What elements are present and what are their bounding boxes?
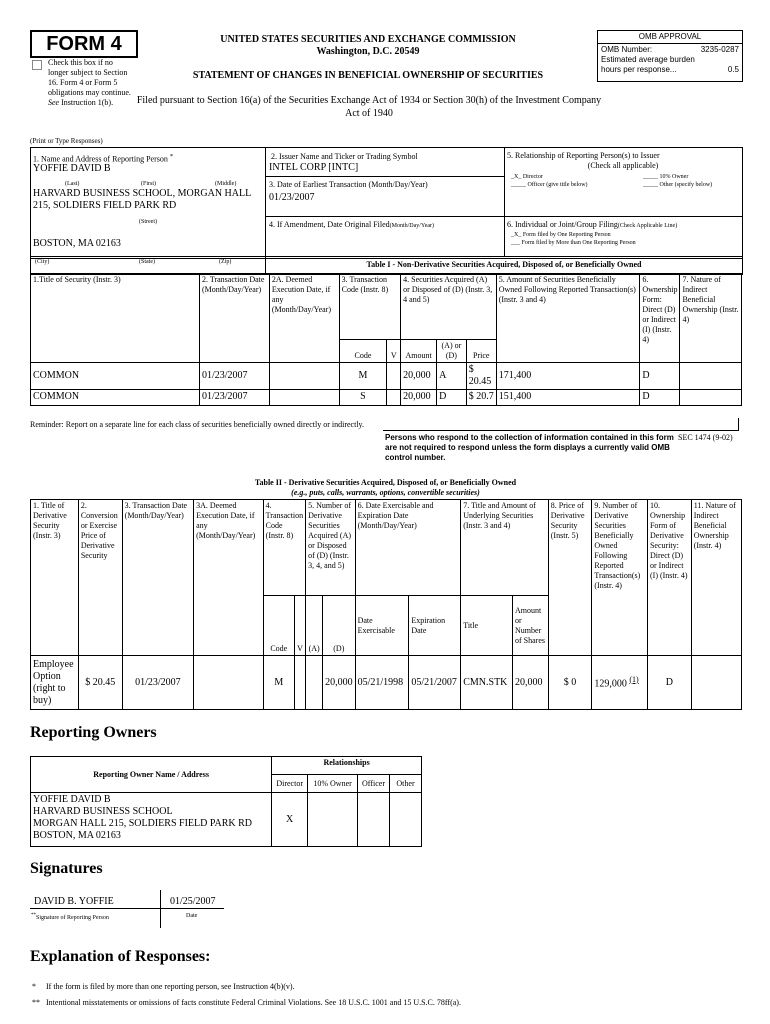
omb-title: OMB APPROVAL xyxy=(598,31,742,44)
t2-h2: 2. Conversion or Exercise Price of Derivative Security xyxy=(78,500,122,656)
filed-pursuant: Filed pursuant to Section 16(a) of the Securities Exchange Act of 1934 or Section 30(h) of the Investment Company Act of 1940 xyxy=(136,95,602,119)
owner-addr3: BOSTON, MA 02163 xyxy=(33,830,121,841)
omb-hours-label: hours per response... xyxy=(601,65,677,74)
table1-title: Table I - Non-Derivative Securities Acquired, Disposed of, or Beneficially Owned xyxy=(366,260,642,269)
name-label: 1. Name and Address of Reporting Person * xyxy=(33,153,174,164)
t1-h1: 1.Title of Security (Instr. 3) xyxy=(31,274,200,363)
earliest-date: 01/23/2007 xyxy=(269,192,315,203)
t1-r1-date: 01/23/2007 xyxy=(199,390,269,406)
date-label: Date xyxy=(186,913,198,919)
t2-r-nature xyxy=(691,656,741,710)
agency-city: Washington, D.C. 20549 xyxy=(316,46,420,57)
t2-r-und-title: CMN.STK xyxy=(461,656,513,710)
owners-officer: Officer xyxy=(358,775,390,793)
t2-r-a xyxy=(306,656,323,710)
explanation-note-1: * If the form is filed by more than one reporting person, see Instruction 4(b)(v). xyxy=(32,982,295,991)
relationship-sub: (Check all applicable) xyxy=(587,161,659,170)
zip-label: (Zip) xyxy=(219,259,232,265)
t2-title: Title xyxy=(461,596,513,656)
owners-other: Other xyxy=(390,775,422,793)
table2-subtitle: (e.g., puts, calls, warrants, options, convertible securities) xyxy=(291,488,480,497)
t2-r-price: $ 0 xyxy=(548,656,592,710)
reporting-address: HARVARD BUSINESS SCHOOL, MORGAN HALL 215, SOLDIERS FIELD PARK RD xyxy=(33,188,251,211)
t1-r1-price: $ 20.7 xyxy=(466,390,496,406)
t1-r0-form: D xyxy=(640,363,680,390)
form-number: FORM 4 xyxy=(30,30,138,58)
explanation-note-2: ** Intentional misstatements or omissions of facts constitute Federal Criminal Violations. See 18 U.S.C. 1001 and 15 U.S.C. 78ff(a). xyxy=(32,998,461,1007)
last-label: (Last) xyxy=(65,181,80,187)
issuer-label: 2. Issuer Name and Ticker or Trading Symbol xyxy=(271,152,418,161)
t1-r1-deemed xyxy=(269,390,339,406)
t2-date-exercisable: Date Exercisable xyxy=(355,596,409,656)
t1-r0-deemed xyxy=(269,363,339,390)
t2-r-form: D xyxy=(647,656,691,710)
t2-h3: 3. Transaction Date (Month/Day/Year) xyxy=(122,500,193,656)
t2-r-expiration: 05/21/2007 xyxy=(409,656,461,710)
t1-r1-form: D xyxy=(640,390,680,406)
reporting-name: YOFFIE DAVID B xyxy=(33,163,111,174)
t2-d: (D) xyxy=(323,596,356,656)
table2 xyxy=(30,499,742,710)
rel-other: _____ Other (specify below) xyxy=(643,182,713,188)
t1-h5: 5. Amount of Securities Beneficially Owned Following Reported Transaction(s) (Instr. 3 and 4) xyxy=(496,274,640,363)
filing-one: _X_ Form filed by One Reporting Person xyxy=(511,232,611,238)
t1-r0-ad: A xyxy=(437,363,467,390)
t2-v: V xyxy=(294,596,305,656)
t2-r-owned xyxy=(592,656,648,710)
signature-label: **Signature of Reporting Person xyxy=(31,913,109,921)
relationship-label: 5. Relationship of Reporting Person(s) to Issuer xyxy=(507,151,660,160)
omb-number-label: OMB Number: xyxy=(601,45,653,54)
reporting-city: BOSTON, MA 02163 xyxy=(33,238,121,249)
t1-r1-owned: 151,400 xyxy=(496,390,640,406)
signature-date: 01/25/2007 xyxy=(170,896,216,907)
t1-r0-price: $ 20.45 xyxy=(466,363,496,390)
owner-name: YOFFIE DAVID B xyxy=(33,794,111,805)
omb-hours: 0.5 xyxy=(727,65,739,74)
table2-title: Table II - Derivative Securities Acquired, Disposed of, or Beneficially Owned xyxy=(254,478,517,487)
t1-r0-code: M xyxy=(339,363,387,390)
checkbox-note: Check this box if no longer subject to Section 16. Form 4 or Form 5 obligations may continue. See Instruction 1(b). xyxy=(48,58,131,107)
table-row xyxy=(31,363,742,390)
table-row xyxy=(31,793,422,847)
street-label: (Street) xyxy=(139,219,157,225)
omb-number: 3235-0287 xyxy=(700,45,739,54)
t1-r1-title: COMMON xyxy=(31,390,200,406)
t2-expiration: Expiration Date xyxy=(409,596,461,656)
t2-r-code: M xyxy=(263,656,294,710)
t1-price: Price xyxy=(466,340,496,363)
t2-h6: 6. Date Exercisable and Expiration Date (Month/Day/Year) xyxy=(355,500,461,596)
issuer-name: INTEL CORP [INTC] xyxy=(269,162,359,173)
persons-note: Persons who respond to the collection of information contained in this form are not required to respond unless the form displays a currently valid OMB control number. xyxy=(385,433,674,462)
signature-name: DAVID B. YOFFIE xyxy=(34,896,114,907)
reporting-owners-heading: Reporting Owners xyxy=(30,724,157,741)
t1-r0-amount: 20,000 xyxy=(401,363,437,390)
t1-code: Code xyxy=(339,340,387,363)
owner-director-mark: X xyxy=(272,793,308,847)
t2-r-deemed xyxy=(194,656,264,710)
t1-r0-v xyxy=(387,363,401,390)
t1-h2a: 2A. Deemed Execution Date, if any (Month/Day/Year) xyxy=(269,274,339,363)
t1-r0-owned: 171,400 xyxy=(496,363,640,390)
t2-r-d: 20,000 xyxy=(323,656,356,710)
explanation-heading: Explanation of Responses: xyxy=(30,948,211,965)
middle-label: (Middle) xyxy=(215,181,237,187)
table-row xyxy=(31,656,742,710)
owner-address xyxy=(31,793,272,847)
omb-approval-box xyxy=(597,30,743,82)
rel-director: _X_ Director xyxy=(511,174,543,180)
t1-h6: 6. Ownership Form: Direct (D) or Indirect (I) (Instr. 4) xyxy=(640,274,680,363)
t1-r1-code: S xyxy=(339,390,387,406)
reminder-text: Reminder: Report on a separate line for each class of securities beneficially owned directly or indirectly. xyxy=(30,420,365,429)
rel-owner: _____ 10% Owner xyxy=(643,174,689,180)
table1 xyxy=(30,273,742,406)
city-label: (City) xyxy=(35,259,50,265)
t2-r-exercisable: 05/21/1998 xyxy=(355,656,409,710)
t1-r0-title: COMMON xyxy=(31,363,200,390)
t2-h9: 9. Number of Derivative Securities Beneficially Owned Following Reported Transaction(s) (Instr. 4) xyxy=(592,500,648,656)
t1-r1-ad: D xyxy=(437,390,467,406)
table-row xyxy=(31,390,742,406)
t1-h4: 4. Securities Acquired (A) or Disposed of (D) (Instr. 3, 4 and 5) xyxy=(401,274,497,340)
t2-r-v xyxy=(294,656,305,710)
owner-addr2: MORGAN HALL 215, SOLDIERS FIELD PARK RD xyxy=(33,818,252,829)
t1-h7: 7. Nature of Indirect Beneficial Ownership (Instr. 4) xyxy=(680,274,742,363)
t2-r-title: Employee Option (right to buy) xyxy=(31,656,79,710)
state-label: (State) xyxy=(139,259,155,265)
t1-r1-v xyxy=(387,390,401,406)
amendment-label: 4. If Amendment, Date Original Filed(Month/Day/Year) xyxy=(269,220,435,229)
t2-h1: 1. Title of Derivative Security (Instr. 3) xyxy=(31,500,79,656)
owners-director: Director xyxy=(272,775,308,793)
rel-officer: _____ Officer (give title below) xyxy=(511,182,588,188)
earliest-label: 3. Date of Earliest Transaction (Month/Day/Year) xyxy=(269,180,428,189)
t2-r-und-amount: 20,000 xyxy=(513,656,549,710)
owner-addr1: HARVARD BUSINESS SCHOOL xyxy=(33,806,173,817)
first-label: (First) xyxy=(141,181,156,187)
reporting-grid xyxy=(30,147,743,259)
t1-r1-amount: 20,000 xyxy=(401,390,437,406)
t1-r0-date: 01/23/2007 xyxy=(199,363,269,390)
agency-name: UNITED STATES SECURITIES AND EXCHANGE COMMISSION xyxy=(220,34,516,45)
t1-aord: (A) or (D) xyxy=(437,340,467,363)
t1-r0-nature xyxy=(680,363,742,390)
owners-table xyxy=(30,756,422,847)
t2-h4: 4. Transaction Code (Instr. 8) xyxy=(263,500,305,596)
t2-h7: 7. Title and Amount of Underlying Securities (Instr. 3 and 4) xyxy=(461,500,549,596)
t2-h3a: 3A. Deemed Execution Date, if any (Month/Day/Year) xyxy=(194,500,264,656)
no-longer-subject-checkbox[interactable] xyxy=(32,60,42,70)
footnote-link[interactable]: (1) xyxy=(629,674,639,684)
t2-r-owned-value: 129,000 xyxy=(594,678,627,690)
print-note: (Print or Type Responses) xyxy=(30,137,103,145)
owners-relationships: Relationships xyxy=(272,757,422,775)
omb-burden-label: Estimated average burden xyxy=(601,55,695,64)
t1-h3: 3. Transaction Code (Instr. 8) xyxy=(339,274,401,340)
t2-amount-shares: Amount or Number of Shares xyxy=(513,596,549,656)
signatures-heading: Signatures xyxy=(30,860,103,877)
t1-amount: Amount xyxy=(401,340,437,363)
t2-h5: 5. Number of Derivative Securities Acquired (A) or Disposed of (D) (Instr. 3, 4, and 5) xyxy=(306,500,355,596)
t2-r-date: 01/23/2007 xyxy=(122,656,193,710)
t2-r-conv: $ 20.45 xyxy=(78,656,122,710)
t2-code: Code xyxy=(263,596,294,656)
t2-h8: 8. Price of Derivative Security (Instr. 5) xyxy=(548,500,592,656)
filing-more: ___ Form filed by More than One Reporting Person xyxy=(511,240,636,246)
statement-title: STATEMENT OF CHANGES IN BENEFICIAL OWNERSHIP OF SECURITIES xyxy=(192,70,544,81)
sec-code: SEC 1474 (9-02) xyxy=(678,433,733,442)
t1-v: V xyxy=(387,340,401,363)
t1-r1-nature xyxy=(680,390,742,406)
t1-h2: 2. Transaction Date (Month/Day/Year) xyxy=(199,274,269,363)
owners-name-header: Reporting Owner Name / Address xyxy=(31,757,272,793)
t2-h11: 11. Nature of Indirect Beneficial Ownership (Instr. 4) xyxy=(691,500,741,656)
t2-h10: 10. Ownership Form of Derivative Security: Direct (D) or Indirect (I) (Instr. 4) xyxy=(647,500,691,656)
filing-label: 6. Individual or Joint/Group Filing(Check Applicable Line) xyxy=(507,220,678,229)
owners-ten-pct: 10% Owner xyxy=(308,775,358,793)
t2-a: (A) xyxy=(306,596,323,656)
